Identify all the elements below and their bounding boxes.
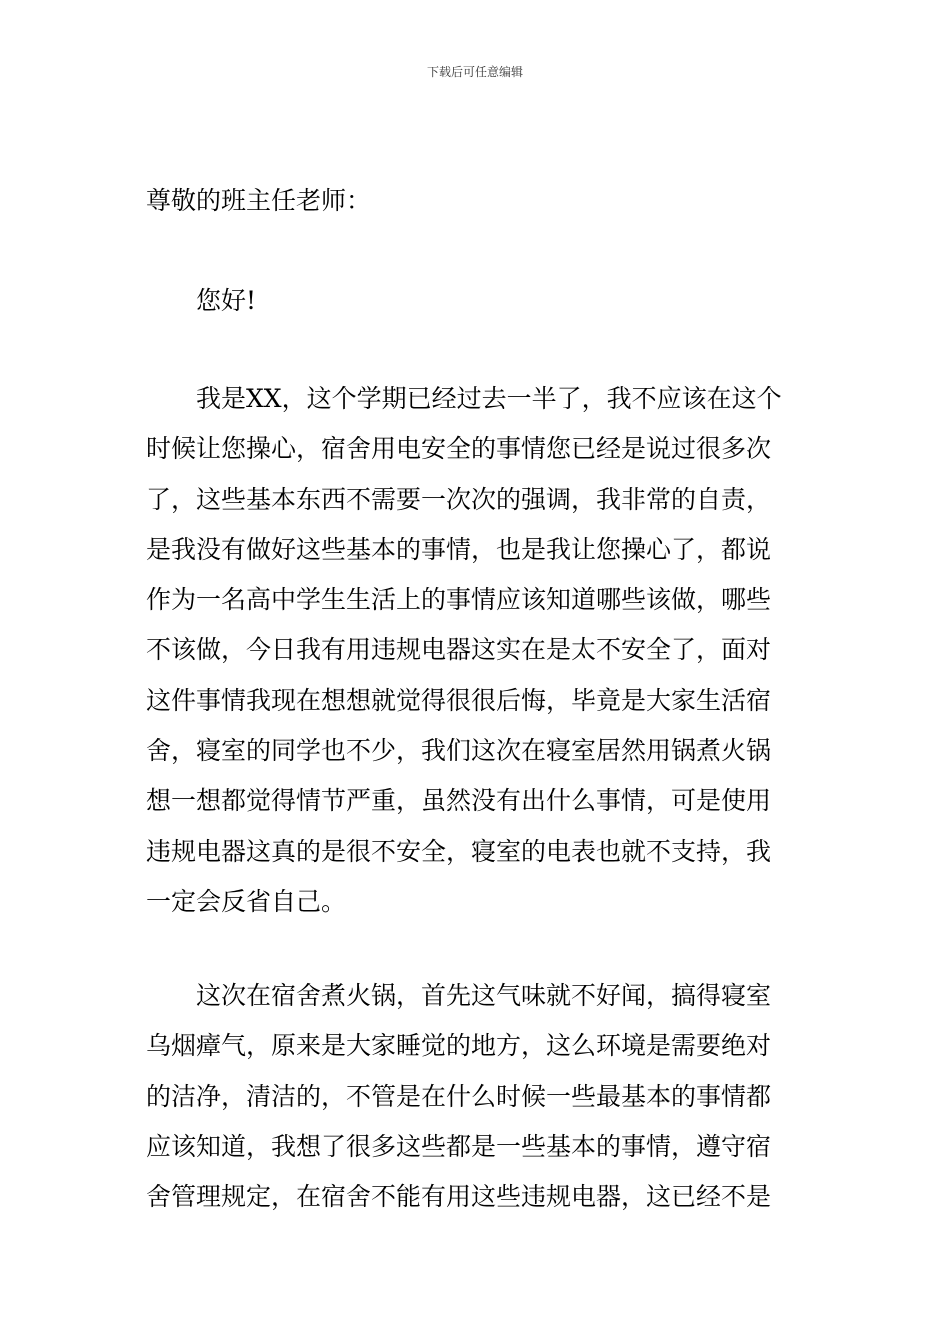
paragraph-line: 这次在宿舍煮火锅，首先这气味就不好闻，搞得寝室 [196,981,772,1010]
paragraph-line: 是我没有做好这些基本的事情，也是我让您操心了，都说 [146,534,772,564]
letter-paragraph-2 [146,971,810,1222]
letter-paragraph-1 [146,374,810,927]
paragraph-line: 这件事情我现在想想就觉得很很后悔，毕竟是大家生活宿 [146,685,772,715]
letter-greeting: 您好! [196,286,257,315]
paragraph-line: 我是XX，这个学期已经过去一半了，我不应该在这个 [196,384,782,413]
paragraph-line: 想一想都觉得情节严重，虽然没有出什么事情，可是使用 [146,786,772,816]
paragraph-line: 不该做，今日我有用违规电器这实在是太不安全了，面对 [146,635,772,665]
paragraph-line: 应该知道，我想了很多这些都是一些基本的事情，遵守宿 [146,1131,772,1161]
paragraph-line: 的洁净，清洁的，不管是在什么时候一些最基本的事情都 [146,1081,772,1111]
paragraph-line: 了，这些基本东西不需要一次次的强调，我非常的自责， [146,484,772,514]
paragraph-line: 舍，寝室的同学也不少，我们这次在寝室居然用锅煮火锅 [146,736,772,766]
paragraph-line: 作为一名高中学生生活上的事情应该知道哪些该做，哪些 [146,585,772,615]
paragraph-line: 一定会反省自己。 [146,886,347,916]
paragraph-line: 违规电器这真的是很不安全，寝室的电表也就不支持，我 [146,836,772,866]
letter-salutation: 尊敬的班主任老师： [146,186,372,215]
paragraph-line: 乌烟瘴气，原来是大家睡觉的地方，这么环境是需要绝对 [146,1031,772,1061]
paragraph-line: 舍管理规定，在宿舍不能有用这些违规电器，这已经不是 [146,1182,772,1212]
paragraph-line: 时候让您操心，宿舍用电安全的事情您已经是说过很多次 [146,434,772,464]
page-header: 下载后可任意编辑 [426,65,523,79]
